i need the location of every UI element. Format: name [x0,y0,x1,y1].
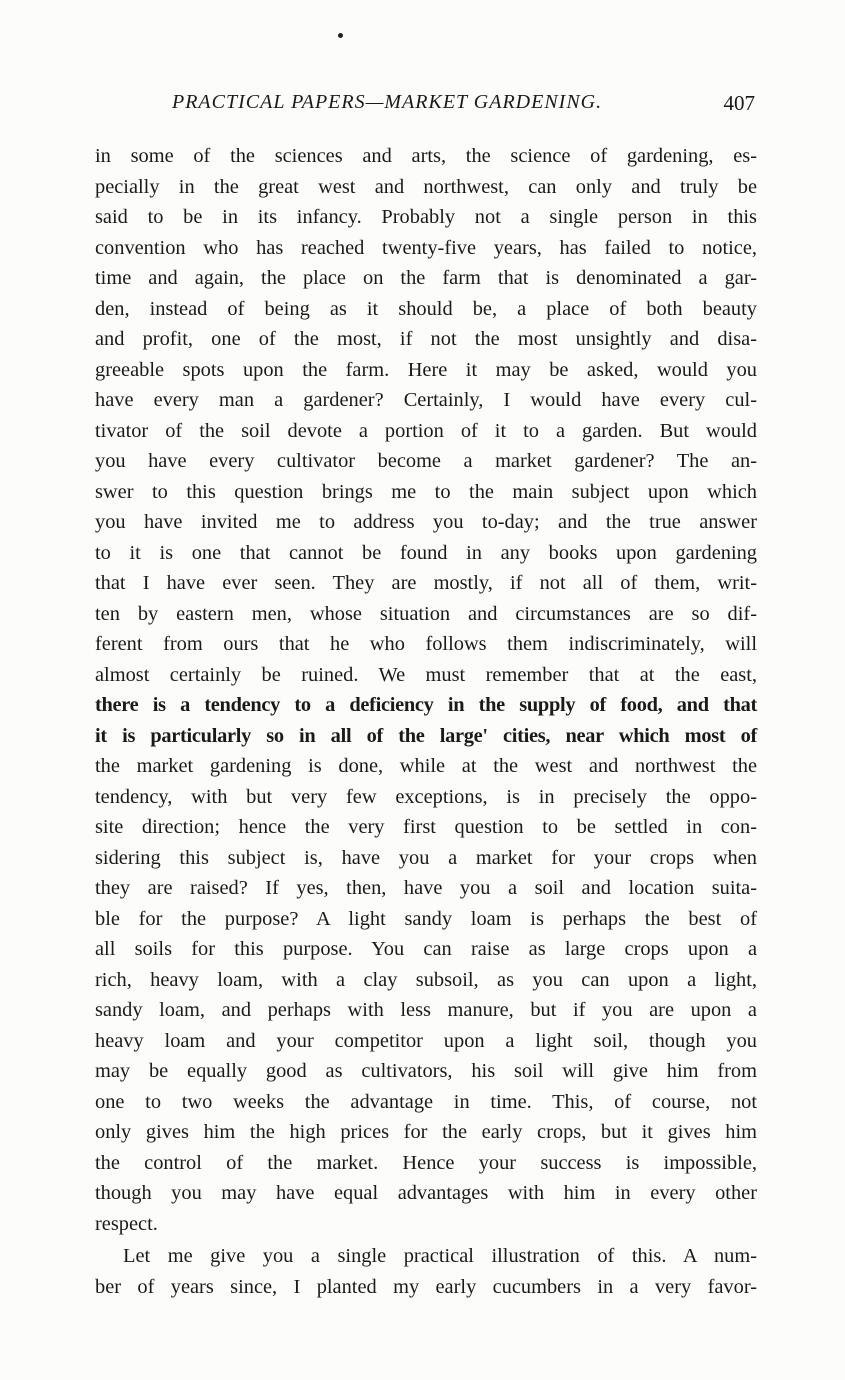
text-line: sidering this subject is, have you a market for your crops when [95,846,757,869]
text-line: den, instead of being as it should be, a place of both beauty [95,297,757,320]
running-head: PRACTICAL PAPERS—MARKET GARDENING. [172,91,603,113]
text-line: only gives him the high prices for the early crops, but it gives him [95,1121,757,1143]
page-number: 407 [723,91,755,115]
text-line: pecially in the great west and northwest, can only and truly be [95,175,757,198]
text-line: tivator of the soil devote a portion of it to a garden. But would [95,419,757,442]
text-line: that I have ever seen. They are mostly, if not all of them, writ- [95,572,757,594]
text-line: the market gardening is done, while at the west and northwest the [95,755,757,777]
text-line: and profit, one of the most, if not the most unsightly and disa- [95,328,757,350]
text-line: almost certainly be ruined. We must remember that at the east, [95,663,757,686]
text-line: one to two weeks the advantage in time. This, of course, not [95,1090,757,1113]
text-line: ten by eastern men, whose situation and circumstances are so dif- [95,602,757,625]
text-line: it is particularly so in all of the large' cities, near which most of [95,724,757,747]
text-line: Let me give you a single practical illustration of this. A num- [123,1245,757,1267]
text-line: rich, heavy loam, with a clay subsoil, as you can upon a light, [95,968,757,991]
text-line: you have every cultivator become a market gardener? The an- [95,450,757,472]
text-line: may be equally good as cultivators, his soil will give him from [95,1060,757,1082]
text-line: site direction; hence the very first question to be settled in con- [95,816,757,838]
text-line: all soils for this purpose. You can raise as large crops upon a [95,938,757,960]
text-line: they are raised? If yes, then, have you a soil and location suita- [95,877,757,899]
text-line: ble for the purpose? A light sandy loam is perhaps the best of [95,907,757,930]
text-line: respect. [95,1212,158,1235]
text-line: though you may have equal advantages with him in every other [95,1182,757,1204]
text-line: tendency, with but very few exceptions, is in precisely the oppo- [95,785,757,808]
text-line: ber of years since, I planted my early cucumbers in a very favor- [95,1275,757,1298]
text-line: convention who has reached twenty-five years, has failed to notice, [95,236,757,259]
text-line: time and again, the place on the farm that is denominated a gar- [95,267,757,289]
text-line: heavy loam and your competitor upon a light soil, though you [95,1029,757,1052]
text-line: you have invited me to address you to-day; and the true answer [95,511,757,533]
text-line: ferent from ours that he who follows them indiscriminately, will [95,633,757,655]
text-line: to it is one that cannot be found in any books upon gardening [95,541,757,564]
paragraph [95,1241,757,1302]
paragraph [95,141,757,1239]
text-line: in some of the sciences and arts, the science of gardening, es- [95,145,757,167]
text-line: there is a tendency to a deficiency in the supply of food, and that [95,694,757,716]
text-line: sandy loam, and perhaps with less manure, but if you are upon a [95,999,757,1021]
page-header [172,91,757,121]
text-line: greeable spots upon the farm. Here it may be asked, would you [95,358,757,381]
text-line: said to be in its infancy. Probably not a single person in this [95,206,757,228]
ink-speck [338,33,343,38]
text-line: swer to this question brings me to the main subject upon which [95,480,757,503]
text-line: have every man a gardener? Certainly, I would have every cul- [95,389,757,411]
body-text [95,141,757,1302]
text-line: the control of the market. Hence your success is impossible, [95,1151,757,1174]
